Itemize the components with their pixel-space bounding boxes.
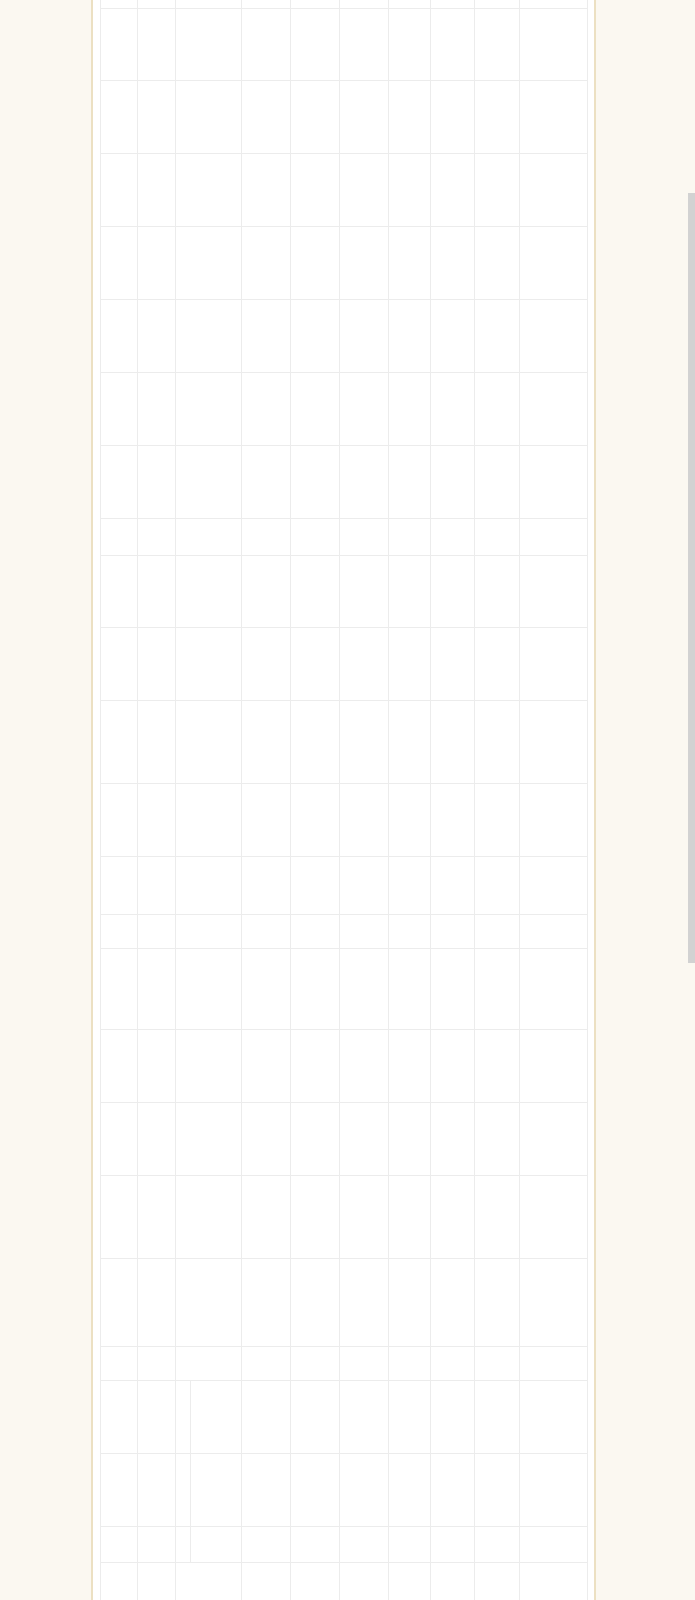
row-divider bbox=[100, 518, 587, 519]
row-divider bbox=[100, 1346, 587, 1347]
column-divider bbox=[100, 0, 101, 1600]
row-divider bbox=[100, 1258, 587, 1259]
column-divider bbox=[339, 0, 340, 1600]
row-divider bbox=[100, 445, 587, 446]
row-divider bbox=[100, 948, 587, 949]
column-divider bbox=[430, 0, 431, 1600]
row-divider bbox=[100, 1562, 587, 1563]
row-divider bbox=[100, 555, 587, 556]
scrollbar[interactable] bbox=[688, 193, 695, 963]
row-divider bbox=[100, 783, 587, 784]
column-divider bbox=[190, 1380, 191, 1562]
column-divider bbox=[290, 0, 291, 1600]
row-divider bbox=[100, 372, 587, 373]
row-divider bbox=[100, 8, 587, 9]
row-divider bbox=[100, 299, 587, 300]
row-divider bbox=[100, 1380, 587, 1381]
column-divider bbox=[241, 0, 242, 1600]
row-divider bbox=[100, 153, 587, 154]
document-page bbox=[91, 0, 596, 1600]
column-divider bbox=[388, 0, 389, 1600]
column-divider bbox=[175, 8, 176, 299]
column-divider bbox=[474, 0, 475, 1600]
column-divider bbox=[519, 0, 520, 1600]
row-divider bbox=[100, 627, 587, 628]
row-divider bbox=[100, 1453, 587, 1454]
row-divider bbox=[100, 80, 587, 81]
row-divider bbox=[100, 1029, 587, 1030]
row-divider bbox=[100, 856, 587, 857]
row-divider bbox=[100, 914, 587, 915]
row-divider bbox=[100, 1102, 587, 1103]
row-divider bbox=[100, 700, 587, 701]
row-divider bbox=[100, 1526, 587, 1527]
column-divider bbox=[587, 0, 588, 1600]
row-divider bbox=[100, 226, 587, 227]
row-divider bbox=[100, 1175, 587, 1176]
column-divider bbox=[137, 0, 138, 1600]
